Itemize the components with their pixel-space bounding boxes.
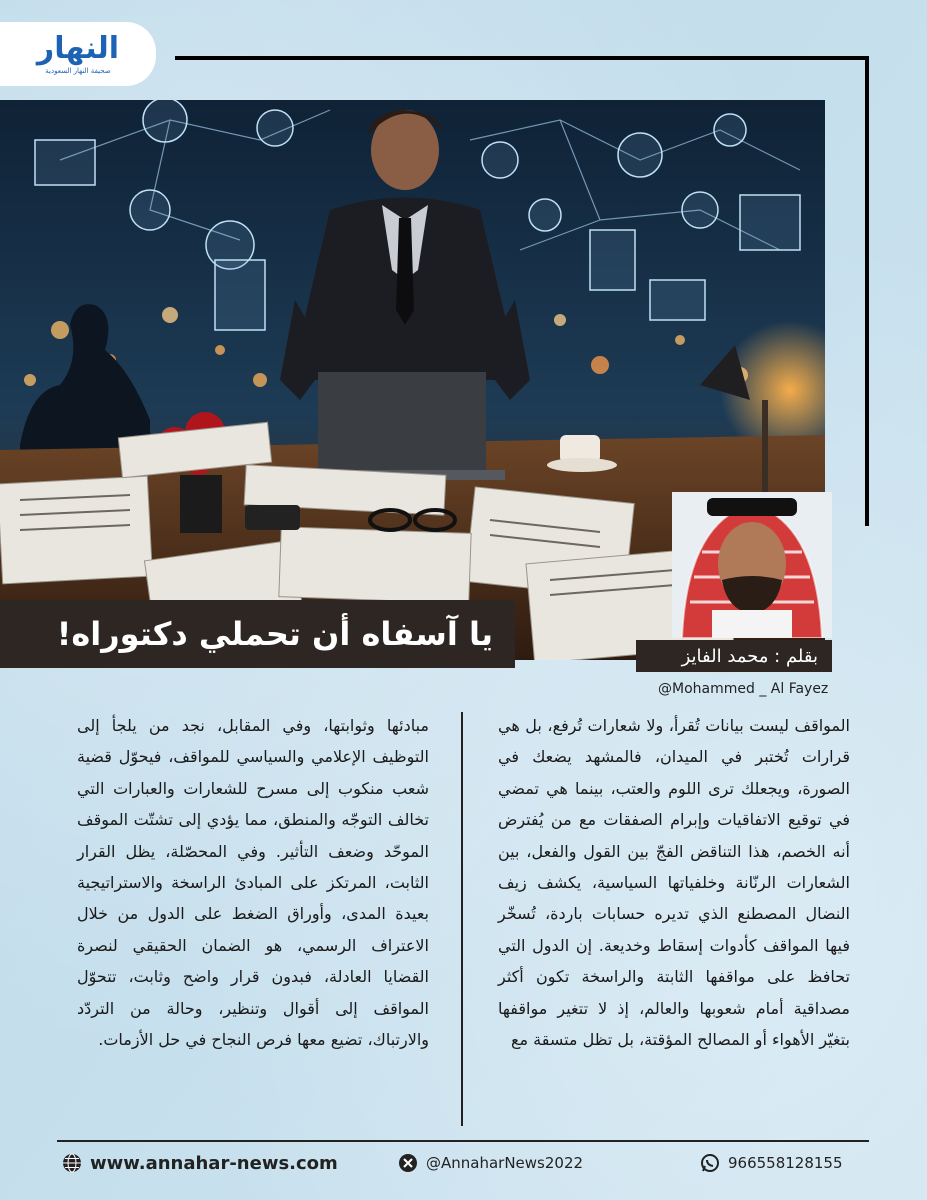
footer-website: www.annahar-news.com [90, 1152, 338, 1174]
article-paragraph: المواقف ليست بيانات تُقرأ، ولا شعارات تُرفع، بل هي قرارات تُختبر في الميدان، فالمشهد يضعك في الصورة، ويجعلك ترى اللوم والعتب، بينما هي تمضي في توقيع الاتفاقيات وإبرام الصفقات مع من يُفترض أنه الخصم، هذا التناقض الفجّ بين القول والفعل، بين الشعارات الرنّانة وخلفياتها السياسية، يكشف زيف النضال المصطنع الذي تديره حسابات باردة، تُسخّر فيها المواقف كأدوات إسقاط وخديعة. إن الدول التي تحافظ على مواقفها الثابتة والراسخة تكون أكثر مصداقية أمام شعوبها والعالم، إذ لا تتغير مواقفها بتغيّر الأهواء أو المصالح المؤقتة، بل تظل متسقة مع [498, 716, 850, 1050]
author-photo [672, 492, 832, 638]
logo-subtitle: صحيفة النهار السعودية [45, 67, 111, 75]
footer-whatsapp-number: 966558128155 [728, 1154, 843, 1172]
logo-wordmark: النهار [36, 31, 120, 66]
newspaper-logo[interactable] [0, 22, 156, 86]
author-byline: بقلم : محمد الفايز [636, 640, 832, 672]
footer-whatsapp-link[interactable] [700, 1150, 843, 1176]
globe-icon [62, 1153, 82, 1173]
footer-x-handle: @AnnaharNews2022 [426, 1154, 584, 1172]
article-paragraph: مبادئها وثوابتها، وفي المقابل، نجد من يلجأ إلى التوظيف الإعلامي والسياسي للمواقف، فيحوّل قضية شعب منكوب إلى مسرح للشعارات والعبارات التي تخالف التوجّه والمنطق، مما يؤدي إلى تشتّت الموقف الموحّد وضعف التأثير. وفي المحصّلة، يظل القرار الثابت، المرتكز على المبادئ الراسخة والاستراتيجية بعيدة المدى، وأوراق الضغط على الدول من خلال الاعتراف الرسمي، هو الضمان الحقيقي لنصرة القضايا العادلة، فبدون قرار واضح وثابت، تتحوّل المواقف إلى أقوال وتنظير، وحالة من التردّد والارتباك، تضيع معها فرص النجاح في حل الأزمات. [77, 716, 429, 1050]
article-column-left [77, 710, 429, 1055]
frame-line-right [865, 56, 869, 526]
x-logo-icon [398, 1153, 418, 1173]
headline-banner [0, 600, 515, 668]
author-handle[interactable]: @Mohammed _ Al Fayez [658, 681, 829, 697]
footer-divider [57, 1140, 869, 1142]
column-divider [461, 712, 463, 1126]
whatsapp-icon [700, 1153, 720, 1173]
article-column-right [498, 710, 850, 1055]
footer-website-link[interactable] [62, 1150, 338, 1176]
footer-x-link[interactable] [398, 1150, 583, 1176]
frame-line-top [175, 56, 869, 60]
article-headline: يا آسفاه أن تحملي دكتوراه! [56, 615, 493, 653]
